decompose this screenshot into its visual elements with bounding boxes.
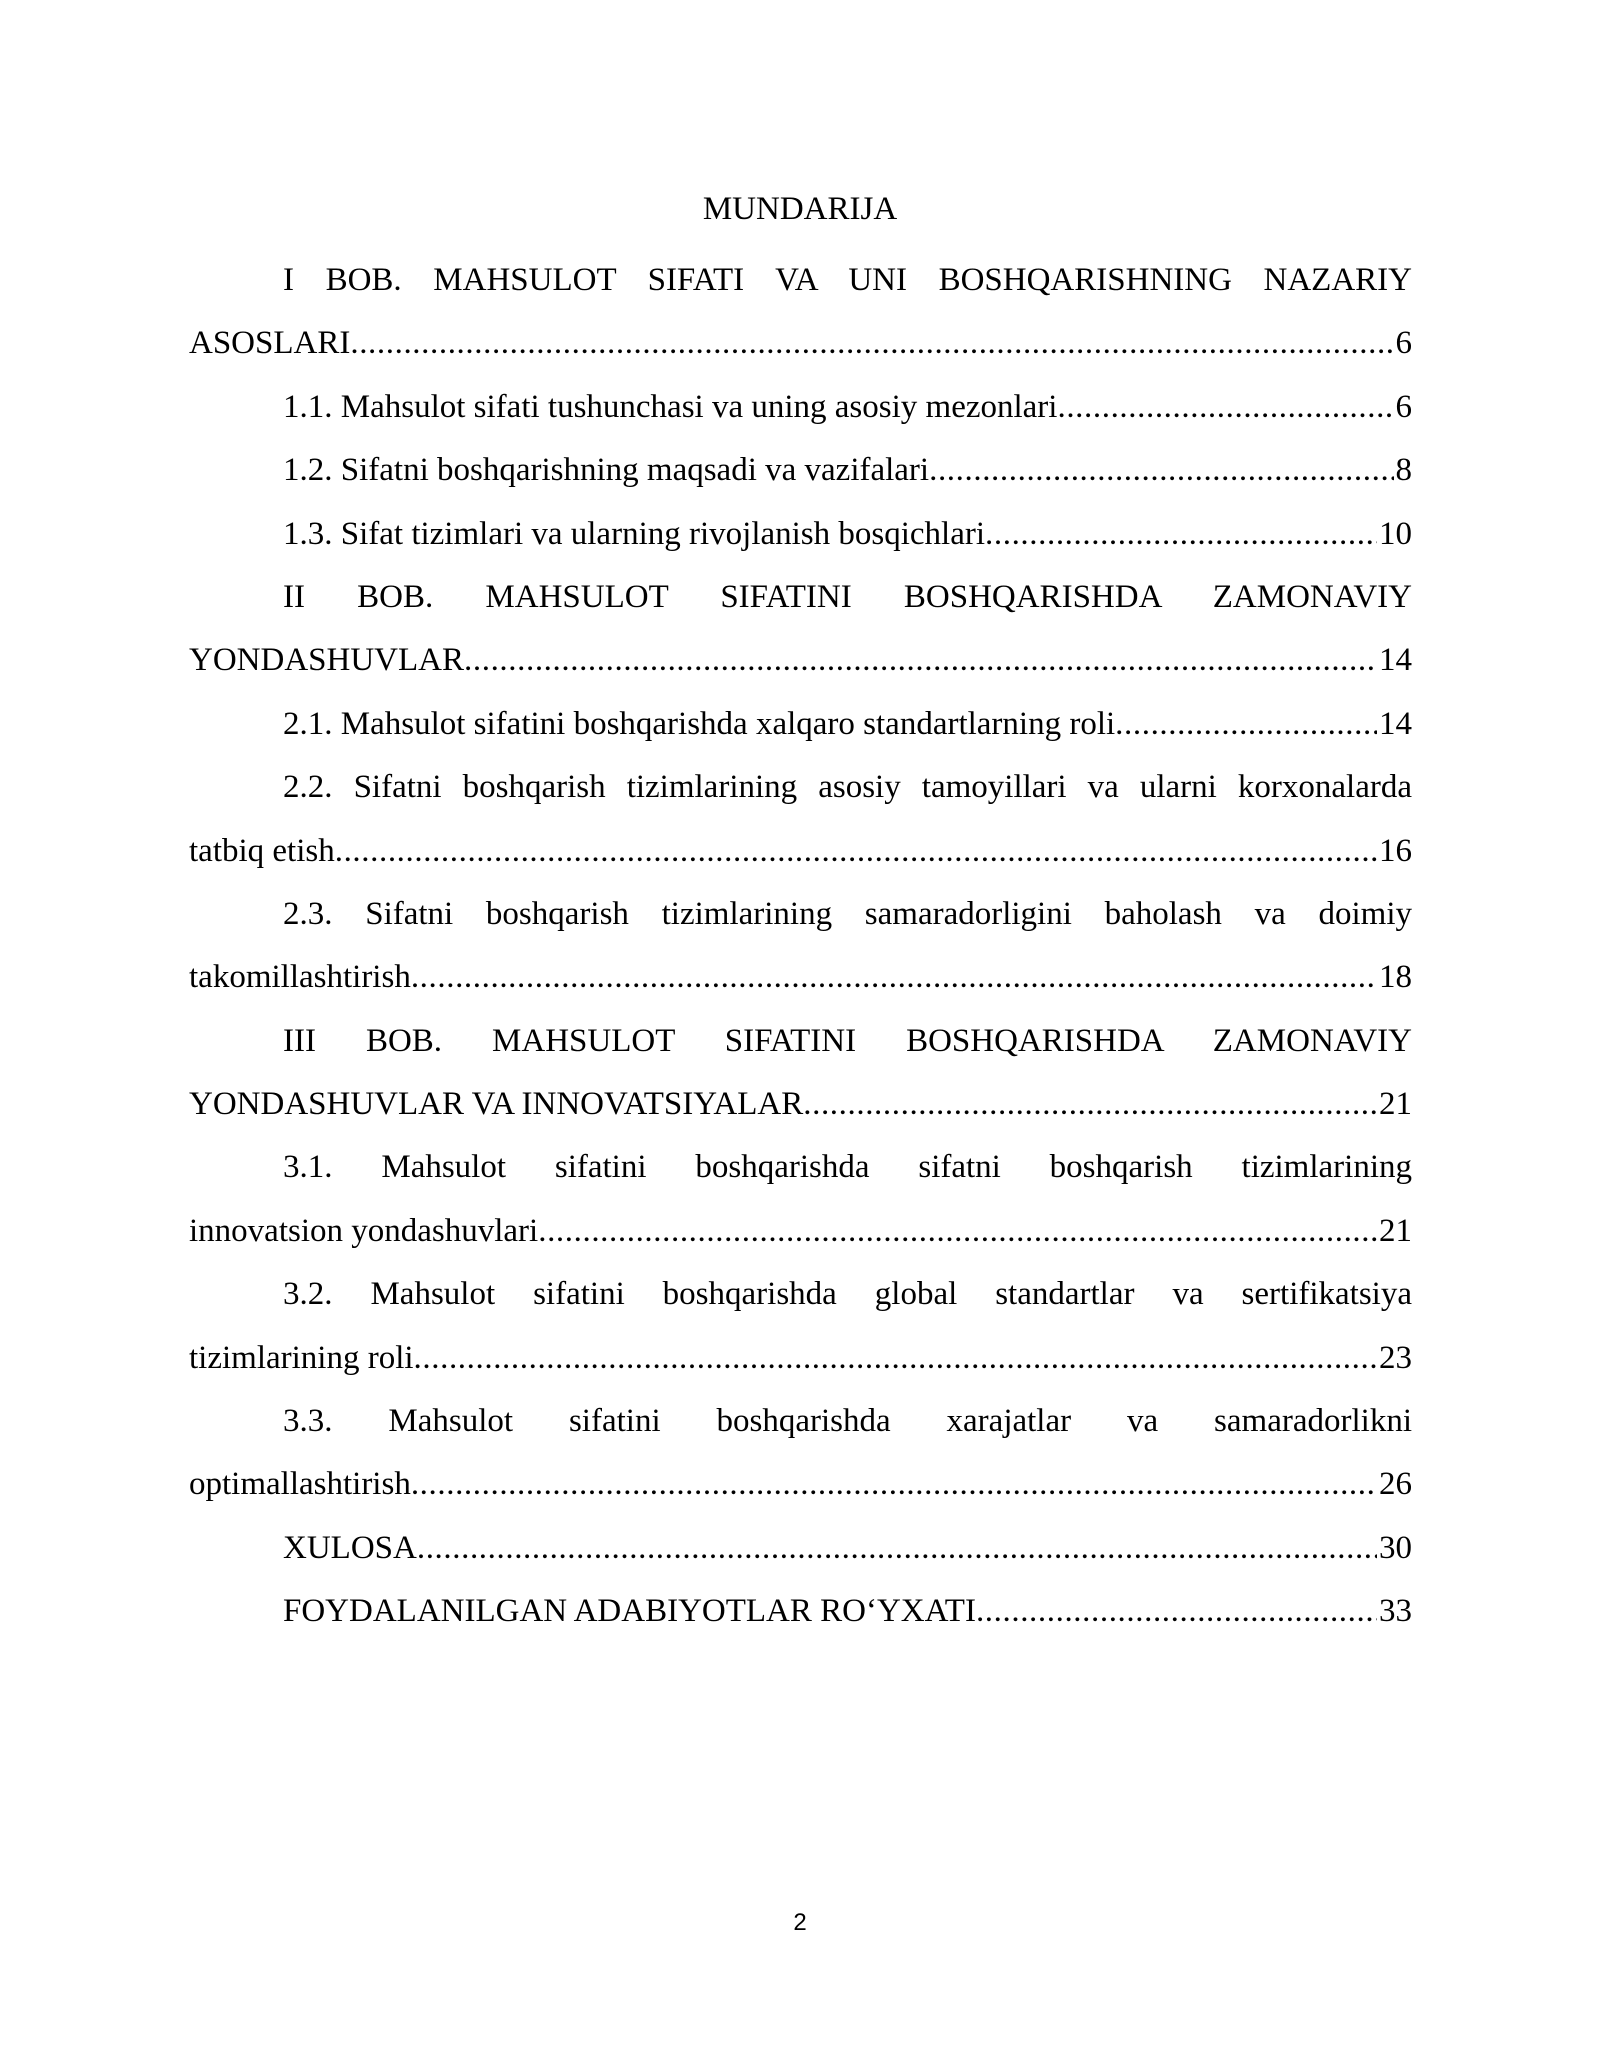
toc-page-number: 16	[1379, 832, 1412, 869]
toc-entry-text: takomillashtirish	[189, 959, 411, 996]
dot-leader	[350, 312, 1393, 375]
toc-entry-text: tatbiq etish	[189, 832, 335, 869]
toc-entry-text: 2.3. Sifatni boshqarish tizimlarining samaradorligini baholash va doimiy	[283, 895, 1412, 932]
toc-entry-2-3	[189, 883, 1412, 1010]
toc-entry-chapter-2	[189, 566, 1412, 693]
toc-entry-text: YONDASHUVLAR	[189, 642, 465, 679]
toc-entry-text: XULOSA	[283, 1529, 417, 1566]
dot-leader	[414, 1327, 1377, 1390]
toc-page-number: 21	[1379, 1212, 1412, 1249]
toc-entry-text: FOYDALANILGAN ADABIYOTLAR RO‘YXATI	[283, 1593, 976, 1630]
toc-entry-conclusion	[189, 1517, 1412, 1580]
toc-entry-text: YONDASHUVLAR VA INNOVATSIYALAR	[189, 1086, 804, 1123]
toc-page-number: 26	[1379, 1466, 1412, 1503]
toc-entry-text: 3.1. Mahsulot sifatini boshqarishda sifatni boshqarish tizimlarining	[283, 1149, 1412, 1186]
dot-leader	[976, 1580, 1377, 1643]
dot-leader	[985, 503, 1377, 566]
toc-page-number: 33	[1379, 1593, 1412, 1630]
toc-entry-text: 3.3. Mahsulot sifatini boshqarishda xarajatlar va samaradorlikni	[283, 1403, 1412, 1440]
dot-leader	[335, 820, 1377, 883]
toc-page-number: 14	[1379, 642, 1412, 679]
dot-leader	[538, 1200, 1377, 1263]
toc-entry-3-3	[189, 1390, 1412, 1517]
toc-entry-2-2	[189, 756, 1412, 883]
toc-entry-3-1	[189, 1136, 1412, 1263]
toc-entry-text: innovatsion yondashuvlari	[189, 1212, 539, 1249]
toc-entry-chapter-1	[189, 249, 1412, 376]
dot-leader	[1115, 693, 1377, 756]
toc-entry-1-3	[189, 503, 1412, 566]
toc-entry-1-1	[189, 376, 1412, 439]
toc-page-number: 21	[1379, 1086, 1412, 1123]
toc-entry-text: optimallashtirish	[189, 1466, 411, 1503]
table-of-contents	[189, 249, 1412, 1644]
toc-page-number: 6	[1395, 388, 1412, 425]
dot-leader	[1057, 376, 1393, 439]
toc-entry-text: tizimlarining roli	[189, 1339, 414, 1376]
dot-leader	[411, 946, 1377, 1009]
toc-entry-text: 1.2. Sifatni boshqarishning maqsadi va vazifalari	[283, 452, 930, 489]
toc-entry-text: 2.2. Sifatni boshqarish tizimlarining asosiy tamoyillari va ularni korxonalarda	[283, 769, 1412, 806]
toc-page-number: 30	[1379, 1529, 1412, 1566]
toc-entry-text: I BOB. MAHSULOT SIFATI VA UNI BOSHQARISHNING NAZARIY	[283, 262, 1412, 298]
toc-entry-text: 1.1. Mahsulot sifati tushunchasi va uning asosiy mezonlari	[283, 388, 1058, 425]
dot-leader	[803, 1073, 1377, 1136]
toc-entry-text: 1.3. Sifat tizimlari va ularning rivojlanish bosqichlari	[283, 515, 986, 552]
toc-page-number: 8	[1395, 452, 1412, 489]
toc-entry-references	[189, 1580, 1412, 1643]
toc-entry-1-2	[189, 439, 1412, 502]
toc-entry-2-1	[189, 693, 1412, 756]
toc-entry-chapter-3	[189, 1010, 1412, 1137]
toc-entry-text: 2.1. Mahsulot sifatini boshqarishda xalqaro standartlarning roli	[283, 705, 1116, 742]
toc-entry-text: II BOB. MAHSULOT SIFATINI BOSHQARISHDA ZAMONAVIY	[283, 578, 1412, 615]
toc-page-number: 6	[1395, 325, 1412, 362]
dot-leader	[464, 629, 1377, 692]
toc-page-number: 18	[1379, 959, 1412, 996]
toc-entry-3-2	[189, 1263, 1412, 1390]
toc-entry-text: ASOSLARI	[189, 325, 351, 362]
toc-page-number: 14	[1379, 705, 1412, 742]
dot-leader	[411, 1453, 1377, 1516]
dot-leader	[929, 439, 1393, 502]
dot-leader	[417, 1517, 1377, 1580]
toc-entry-text: III BOB. MAHSULOT SIFATINI BOSHQARISHDA ZAMONAVIY	[283, 1022, 1412, 1059]
toc-page-number: 23	[1379, 1339, 1412, 1376]
toc-page-number: 10	[1379, 515, 1412, 552]
toc-title: MUNDARIJA	[702, 191, 898, 227]
page-number: 2	[793, 1909, 807, 1936]
toc-entry-text: 3.2. Mahsulot sifatini boshqarishda global standartlar va sertifikatsiya	[283, 1276, 1412, 1313]
